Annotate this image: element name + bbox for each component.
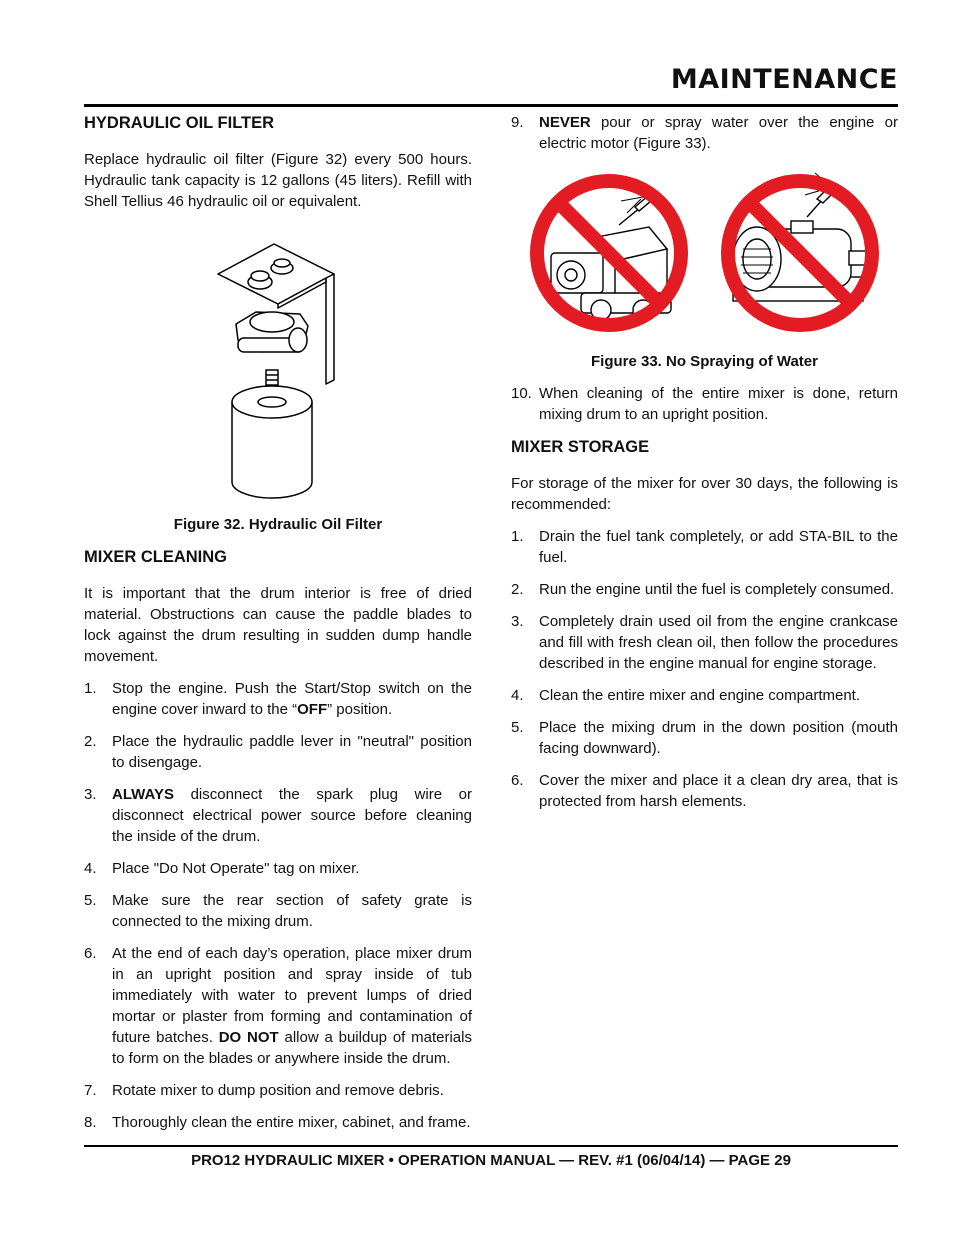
step-text: Cover the mixer and place it a clean dry area, that is protected from harsh elements. bbox=[539, 772, 898, 810]
list-item bbox=[84, 784, 472, 847]
list-item bbox=[511, 717, 898, 759]
step-number: 6. bbox=[84, 945, 97, 962]
cleaning-steps-list bbox=[84, 678, 472, 1133]
step-text: Clean the entire mixer and engine compartment. bbox=[539, 687, 861, 704]
list-item bbox=[511, 770, 898, 812]
list-item bbox=[511, 685, 898, 706]
step-number: 9. bbox=[511, 114, 524, 131]
step-number: 4. bbox=[84, 860, 97, 877]
step-text: Rotate mixer to dump position and remove debris. bbox=[112, 1082, 444, 1099]
step-number: 1. bbox=[511, 528, 524, 545]
right-column bbox=[511, 112, 898, 823]
list-item bbox=[84, 731, 472, 773]
oil-filter-paragraph: Replace hydraulic oil filter (Figure 32) every 500 hours. Hydraulic tank capacity is 12 gallons (45 liters). Refill with Shell Tellius 46 hydraulic oil or equivalent. bbox=[84, 151, 472, 210]
step-text: Stop the engine. Push the Start/Stop switch on the engine cover inward to the “ bbox=[112, 680, 472, 718]
no-spray-illustrations bbox=[511, 165, 898, 343]
page-header bbox=[84, 60, 898, 107]
step-text: pour or spray water over the engine or electric motor (Figure 33). bbox=[539, 114, 898, 152]
cleaning-step-10-list bbox=[511, 383, 898, 425]
step-number: 2. bbox=[84, 733, 97, 750]
step-number: 5. bbox=[511, 719, 524, 736]
step-number: 10. bbox=[511, 385, 532, 402]
step-number: 7. bbox=[84, 1082, 97, 1099]
step-text: Place the mixing drum in the down position (mouth facing downward). bbox=[539, 719, 898, 757]
step-number: 5. bbox=[84, 892, 97, 909]
mixer-cleaning-intro: It is important that the drum interior is free of dried material. Obstructions can cause the paddle blades to lock against the drum resulting in sudden dump handle movement. bbox=[84, 585, 472, 665]
step-text: Thoroughly clean the entire mixer, cabinet, and frame. bbox=[112, 1114, 471, 1131]
step-emphasis: OFF bbox=[297, 701, 328, 718]
step-text: At the end of each day’s operation, place mixer drum in an upright position and spray inside of tub immediately with water to prevent lumps of dried mortar or plaster from forming and contamination of future batches. bbox=[112, 945, 472, 1046]
list-item bbox=[84, 1080, 472, 1101]
cleaning-steps-continued bbox=[511, 112, 898, 154]
list-item bbox=[84, 858, 472, 879]
step-text: allow a buildup of materials to form on the blades or anywhere inside the drum. bbox=[112, 1029, 472, 1067]
step-number: 3. bbox=[84, 786, 97, 803]
step-text: When cleaning of the entire mixer is done, return mixing drum to an upright position. bbox=[539, 385, 898, 423]
list-item bbox=[511, 112, 898, 154]
figure-33-no-spraying bbox=[511, 165, 898, 351]
step-number: 8. bbox=[84, 1114, 97, 1131]
figure-32-hydraulic-oil-filter bbox=[84, 242, 472, 514]
list-item bbox=[511, 579, 898, 600]
figure-33-caption: Figure 33. No Spraying of Water bbox=[591, 353, 818, 370]
list-item bbox=[84, 678, 472, 720]
step-number: 3. bbox=[511, 613, 524, 630]
list-item bbox=[84, 890, 472, 932]
list-item bbox=[84, 1112, 472, 1133]
step-number: 6. bbox=[511, 772, 524, 789]
step-text: Run the engine until the fuel is completely consumed. bbox=[539, 581, 895, 598]
oil-filter-illustration bbox=[208, 242, 348, 504]
list-item bbox=[84, 943, 472, 1069]
section-heading-mixer-cleaning: MIXER CLEANING bbox=[84, 548, 228, 566]
section-heading-mixer-storage: MIXER STORAGE bbox=[511, 438, 650, 456]
step-text: disconnect the spark plug wire or disconnect electrical power source before cleaning the inside of the drum. bbox=[112, 786, 472, 845]
step-text: ” position. bbox=[327, 701, 393, 718]
list-item bbox=[511, 383, 898, 425]
section-heading-oil-filter: HYDRAULIC OIL FILTER bbox=[84, 114, 275, 132]
step-emphasis: DO NOT bbox=[218, 1029, 279, 1046]
step-text: Make sure the rear section of safety grate is connected to the mixing drum. bbox=[112, 892, 472, 930]
mixer-storage-intro: For storage of the mixer for over 30 days, the following is recommended: bbox=[511, 475, 898, 513]
step-text: Place the hydraulic paddle lever in "neutral" position to disengage. bbox=[112, 733, 472, 771]
list-item bbox=[511, 611, 898, 674]
storage-steps-list bbox=[511, 526, 898, 812]
page-footer: PRO12 HYDRAULIC MIXER • OPERATION MANUAL — REV. #1 (06/04/14) — PAGE 29 bbox=[191, 1152, 791, 1169]
step-emphasis: NEVER bbox=[539, 114, 591, 131]
left-column bbox=[84, 112, 472, 1144]
step-number: 4. bbox=[511, 687, 524, 704]
step-text: Place "Do Not Operate" tag on mixer. bbox=[112, 860, 360, 877]
list-item bbox=[511, 526, 898, 568]
figure-32-caption: Figure 32. Hydraulic Oil Filter bbox=[173, 516, 383, 533]
page-title: MAINTENANCE bbox=[670, 64, 898, 95]
step-text: Completely drain used oil from the engine crankcase and fill with fresh clean oil, then follow the procedures described in the engine manual for engine storage. bbox=[539, 613, 898, 672]
step-emphasis: ALWAYS bbox=[112, 786, 174, 803]
footer-rule bbox=[84, 1145, 898, 1147]
step-text: Drain the fuel tank completely, or add STA-BIL to the fuel. bbox=[539, 528, 898, 566]
step-number: 1. bbox=[84, 680, 97, 697]
step-number: 2. bbox=[511, 581, 524, 598]
